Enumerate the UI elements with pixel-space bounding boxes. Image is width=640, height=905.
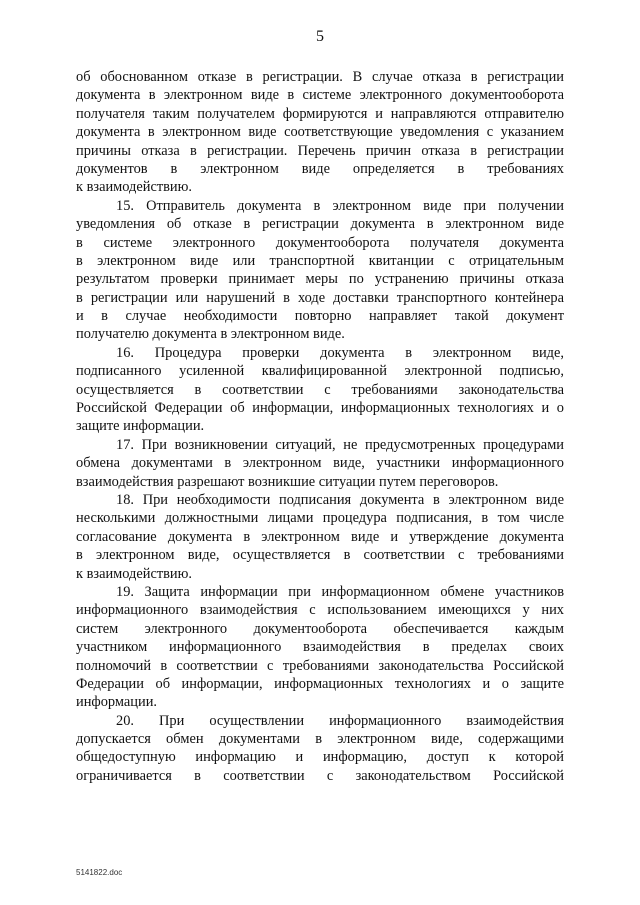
text-line: документа в электронном виде соответствующие уведомления с указанием <box>76 124 564 141</box>
text-line: и в случае необходимости повторно направляет такой документ <box>76 308 564 325</box>
text-line: получателя таким получателем формируются и направляются отправителю <box>76 105 564 122</box>
text-line: в электронном виде, осуществляется в соответствии с требованиями <box>76 547 564 564</box>
text-line: полномочий в соответствии с требованиями законодательства Российской <box>76 657 564 674</box>
text-line: документа в электронном виде в системе электронного документооборота <box>76 87 564 104</box>
text-line: в регистрации или нарушений в ходе доставки транспортного контейнера <box>76 289 564 306</box>
text-line: 18. При необходимости подписания документа в электронном виде <box>116 491 564 508</box>
text-line: 17. При возникновении ситуаций, не предусмотренных процедурами <box>116 436 564 453</box>
text-line: участником информационного взаимодействия в пределах своих <box>76 639 564 656</box>
text-line: согласование документа в электронном виде и утверждение документа <box>76 528 564 545</box>
text-line: обмена документами в электронном виде, участники информационного <box>76 455 564 472</box>
text-line: информационного взаимодействия с использованием имеющихся у них <box>76 602 564 619</box>
text-line: допускается обмен документами в электронном виде, содержащими <box>76 731 564 748</box>
text-line: защите информации. <box>76 418 205 435</box>
text-line: в электронном виде или транспортной квитанции с отрицательным <box>76 252 564 269</box>
text-line: общедоступную информацию и информацию, доступ к которой <box>76 749 564 766</box>
footer-file-code: 5141822.doc <box>76 868 123 877</box>
text-line: систем электронного документооборота обеспечивается каждым <box>76 620 564 637</box>
text-line: осуществляется в соответствии с требованиями законодательства <box>76 381 564 398</box>
text-line: документов в электронном виде определяется в требованиях <box>76 160 564 177</box>
text-line: уведомления об отказе в регистрации документа в электронном виде <box>76 216 564 233</box>
text-line: к взаимодействию. <box>76 565 192 582</box>
text-line: 19. Защита информации при информационном обмене участников <box>116 583 564 600</box>
text-line: ограничивается в соответствии с законодательством Российской <box>76 767 564 784</box>
text-line: в системе электронного документооборота получателя документа <box>76 234 564 251</box>
text-line: получателю документа в электронном виде. <box>76 326 345 343</box>
document-body <box>76 68 564 785</box>
page-number: 5 <box>316 28 324 45</box>
text-line: 20. При осуществлении информационного взаимодействия <box>116 712 564 729</box>
text-line: информации. <box>76 694 157 711</box>
text-line: к взаимодействию. <box>76 179 192 196</box>
text-line: подписанного усиленной квалифицированной электронной подписью, <box>76 363 564 380</box>
text-line: взаимодействия разрешают возникшие ситуации путем переговоров. <box>76 473 499 490</box>
text-line: 16. Процедура проверки документа в электронном виде, <box>116 344 564 361</box>
text-line: 15. Отправитель документа в электронном виде при получении <box>116 197 564 214</box>
text-line: Федерации об информации, информационных технологиях и о защите <box>76 675 564 692</box>
text-line: об обоснованном отказе в регистрации. В случае отказа в регистрации <box>76 69 564 85</box>
text-line: Российской Федерации об информации, информационных технологиях и о <box>76 400 564 417</box>
text-line: причины отказа в регистрации. Перечень причин отказа в регистрации <box>76 142 564 159</box>
text-line: несколькими должностными лицами процедура подписания, в том числе <box>76 510 564 527</box>
text-line: результатом проверки принимает меры по устранению причины отказа <box>76 271 564 288</box>
